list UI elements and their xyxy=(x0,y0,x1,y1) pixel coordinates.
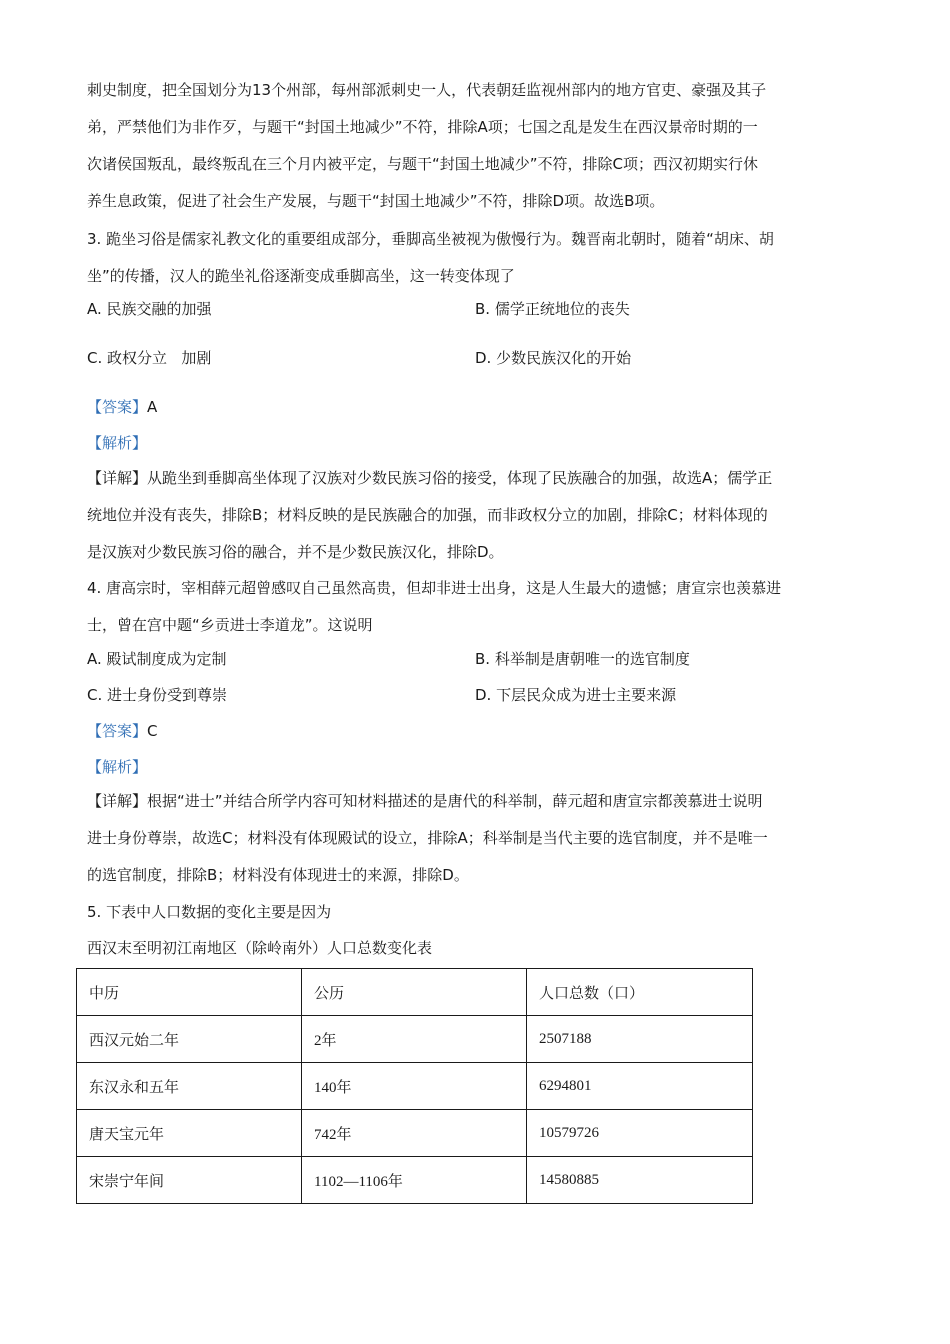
q4-option-d: D. 下层民众成为进士主要来源 xyxy=(475,686,677,704)
detail-tag: 【详解】 xyxy=(87,792,148,810)
q4-stem-line: 士，曾在宫中题“乡贡进士李道龙”。这说明 xyxy=(87,616,373,634)
table-cell-gregorian-year: 2年 xyxy=(302,1016,527,1063)
table-cell-population: 2507188 xyxy=(527,1016,753,1063)
q3-detail-line xyxy=(87,467,772,489)
table-row xyxy=(77,1157,753,1204)
q3-answer xyxy=(87,396,157,418)
q3-option-d: D. 少数民族汉化的开始 xyxy=(475,349,632,367)
prev-explanation-line: 养生息政策，促进了社会生产发展，与题干“封国土地减少”不符，排除D项。故选B项。 xyxy=(87,192,665,210)
prev-explanation-line: 次诸侯国叛乱，最终叛乱在三个月内被平定，与题干“封国土地减少”不符，排除C项；西汉初期实行休 xyxy=(87,155,759,173)
q3-option-b: B. 儒学正统地位的丧失 xyxy=(475,300,630,318)
table-cell-gregorian-year: 1102—1106年 xyxy=(302,1157,527,1204)
table-header-cell: 人口总数（口） xyxy=(527,969,753,1016)
table-row xyxy=(77,1063,753,1110)
q3-option-c: C. 政权分立 加剧 xyxy=(87,349,212,367)
table-header-cell: 中历 xyxy=(77,969,302,1016)
table-row xyxy=(77,1110,753,1157)
table-cell-chinese-calendar: 唐天宝元年 xyxy=(77,1110,302,1157)
table-cell-chinese-calendar: 宋崇宁年间 xyxy=(77,1157,302,1204)
detail-tag: 【详解】 xyxy=(87,469,148,487)
q4-option-b: B. 科举制是唐朝唯一的选官制度 xyxy=(475,650,690,668)
detail-text: 从跪坐到垂脚高坐体现了汉族对少数民族习俗的接受，体现了民族融合的加强，故选A；儒学正 xyxy=(147,469,773,487)
answer-tag: 【答案】 xyxy=(87,722,148,740)
table-cell-chinese-calendar: 西汉元始二年 xyxy=(77,1016,302,1063)
q3-option-a: A. 民族交融的加强 xyxy=(87,300,212,318)
answer-value: A xyxy=(147,398,158,416)
table-cell-population: 6294801 xyxy=(527,1063,753,1110)
table-cell-population: 14580885 xyxy=(527,1157,753,1204)
q3-detail-line: 是汉族对少数民族习俗的融合，并不是少数民族汉化，排除D。 xyxy=(87,543,504,561)
q4-detail-line xyxy=(87,790,763,812)
table-cell-gregorian-year: 742年 xyxy=(302,1110,527,1157)
answer-value: C xyxy=(147,722,158,740)
q4-detail-line: 进士身份尊崇，故选C；材料没有体现殿试的设立，排除A；科举制是当代主要的选官制度，并不是唯一 xyxy=(87,829,768,847)
answer-tag: 【答案】 xyxy=(87,398,148,416)
q4-option-c: C. 进士身份受到尊崇 xyxy=(87,686,228,704)
q5-stem: 5. 下表中人口数据的变化主要是因为 xyxy=(87,903,332,921)
q4-option-a: A. 殿试制度成为定制 xyxy=(87,650,227,668)
q4-answer xyxy=(87,720,158,742)
prev-explanation-line: 刺史制度，把全国划分为13个州部，每州部派刺史一人，代表朝廷监视州部内的地方官吏、豪强及其子 xyxy=(87,81,767,99)
table-header-row xyxy=(77,969,753,1016)
detail-text: 根据“进士”并结合所学内容可知材料描述的是唐代的科举制，薛元超和唐宣宗都羡慕进士说明 xyxy=(147,792,763,810)
table-cell-gregorian-year: 140年 xyxy=(302,1063,527,1110)
population-table xyxy=(76,968,753,1204)
q3-stem-line: 3. 跪坐习俗是儒家礼教文化的重要组成部分，垂脚高坐被视为傲慢行为。魏晋南北朝时，随着“胡床、胡 xyxy=(87,230,774,248)
q3-detail-line: 统地位并没有丧失，排除B；材料反映的是民族融合的加强，而非政权分立的加剧，排除C；材料体现的 xyxy=(87,506,768,524)
table-cell-population: 10579726 xyxy=(527,1110,753,1157)
q5-table-title: 西汉末至明初江南地区（除岭南外）人口总数变化表 xyxy=(87,939,433,957)
q4-stem-line: 4. 唐高宗时，宰相薛元超曾感叹自己虽然高贵，但却非进士出身，这是人生最大的遗憾；唐宣宗也羡慕进 xyxy=(87,579,782,597)
prev-explanation-line: 弟，严禁他们为非作歹，与题干“封国土地减少”不符，排除A项；七国之乱是发生在西汉景帝时期的一 xyxy=(87,118,758,136)
table-cell-chinese-calendar: 东汉永和五年 xyxy=(77,1063,302,1110)
q4-detail-line: 的选官制度，排除B；材料没有体现进士的来源，排除D。 xyxy=(87,866,469,884)
q3-stem-line: 坐”的传播，汉人的跪坐礼俗逐渐变成垂脚高坐，这一转变体现了 xyxy=(87,267,515,285)
q4-analysis-tag: 【解析】 xyxy=(87,758,148,776)
table-row xyxy=(77,1016,753,1063)
q3-analysis-tag: 【解析】 xyxy=(87,434,148,452)
table-header-cell: 公历 xyxy=(302,969,527,1016)
